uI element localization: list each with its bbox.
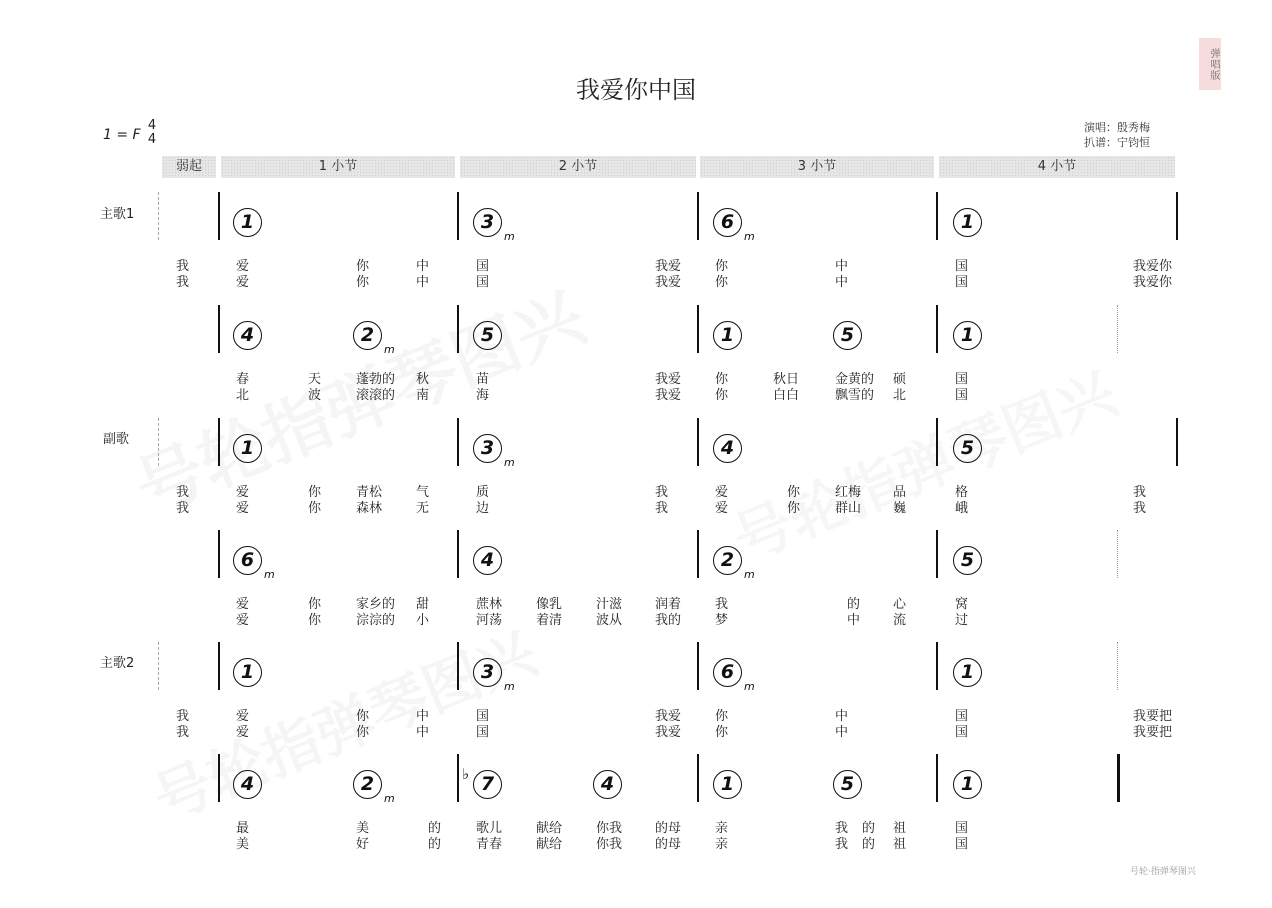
lyric-syllable: 国 — [476, 709, 490, 724]
chord-quality: m — [504, 680, 515, 693]
lyric-syllable: 爱 — [236, 501, 250, 516]
lyric-syllable: 中 — [416, 275, 430, 290]
chord-symbol — [233, 767, 262, 799]
chord-symbol — [713, 431, 742, 463]
lyric-syllable: 爱 — [236, 613, 250, 628]
lyric-syllable: 品 — [893, 485, 907, 500]
measure-header-1: 1 小节 — [221, 156, 455, 178]
singer-credit: 演唱：殷秀梅 — [1084, 121, 1150, 134]
chord-quality: m — [504, 230, 515, 243]
lyric-syllable: 你 — [356, 709, 370, 724]
chord-degree: 1 — [953, 208, 982, 237]
lyric-syllable: 我 — [835, 821, 849, 836]
chord-degree: 1 — [233, 658, 262, 687]
lyric-syllable: 格 — [955, 485, 969, 500]
lyric-syllable: 国 — [476, 725, 490, 740]
chord-symbol — [473, 431, 515, 478]
footer-mark: 号轮·指弹琴图兴 — [1130, 867, 1196, 877]
lyric-syllable: 我爱 — [655, 259, 682, 274]
chord-symbol — [953, 767, 982, 799]
lyric-syllable: 美 — [236, 837, 250, 852]
bar-line — [936, 642, 938, 690]
chord-degree: 4 — [713, 434, 742, 463]
lyric-syllable: 群山 — [835, 501, 862, 516]
lyric-syllable: 的 — [862, 821, 876, 836]
credits — [1084, 120, 1150, 150]
bar-line — [218, 642, 220, 690]
chord-symbol — [833, 318, 862, 350]
lyric-syllable: 滚滚的 — [356, 388, 396, 403]
lyric-syllable: 你 — [787, 501, 801, 516]
lyric-syllable: 你 — [715, 275, 729, 290]
lyric-syllable: 的母 — [655, 837, 682, 852]
lyric-syllable: 红梅 — [835, 485, 862, 500]
lyric-syllable: 波 — [308, 388, 322, 403]
bar-line — [697, 530, 699, 578]
lyric-syllable: 亲 — [715, 821, 729, 836]
section-marker — [158, 192, 159, 240]
lyric-syllable: 你 — [308, 501, 322, 516]
lyric-syllable: 我爱 — [655, 372, 682, 387]
lyric-syllable: 心 — [893, 597, 907, 612]
chord-degree: 5 — [833, 321, 862, 350]
chord-degree: 2 — [713, 546, 742, 575]
lyric-syllable: 质 — [476, 485, 490, 500]
lyric-syllable: 国 — [955, 709, 969, 724]
lyric-syllable: 祖 — [893, 821, 907, 836]
chord-symbol — [953, 205, 982, 237]
lyric-syllable: 你 — [715, 259, 729, 274]
chord-degree: 5 — [833, 770, 862, 799]
lyric-syllable: 南 — [416, 388, 430, 403]
lyric-syllable: 中 — [835, 709, 849, 724]
page-title: 我爱你中国 — [576, 76, 696, 104]
chord-degree: 3 — [473, 434, 502, 463]
lyric-syllable: 中 — [847, 613, 861, 628]
chord-degree: 5 — [473, 321, 502, 350]
lyric-syllable: 小 — [416, 613, 430, 628]
chord-symbol — [593, 767, 622, 799]
lyric-syllable: 中 — [835, 725, 849, 740]
lyric-syllable: 我 — [176, 275, 190, 290]
lyric-syllable: 你 — [308, 597, 322, 612]
lyric-syllable: 我 — [1133, 485, 1147, 500]
chord-symbol — [233, 655, 262, 687]
lyric-syllable: 气 — [416, 485, 430, 500]
chord-degree: 2 — [353, 770, 382, 799]
lyric-syllable: 像乳 — [536, 597, 563, 612]
chord-symbol — [953, 318, 982, 350]
lyric-syllable: 我 — [715, 597, 729, 612]
section-marker — [158, 642, 159, 690]
lyric-syllable: 我 — [1133, 501, 1147, 516]
lyric-syllable: 流 — [893, 613, 907, 628]
chord-degree: 1 — [233, 208, 262, 237]
chord-symbol — [353, 318, 395, 365]
lyric-syllable: 无 — [416, 501, 430, 516]
lyric-syllable: 国 — [955, 725, 969, 740]
bar-line — [457, 418, 459, 466]
chord-degree: 6 — [233, 546, 262, 575]
lyric-syllable: 苗 — [476, 372, 490, 387]
lyric-syllable: 爱 — [236, 725, 250, 740]
lyric-syllable: 爱 — [236, 259, 250, 274]
bar-line — [218, 305, 220, 353]
chord-symbol — [713, 543, 755, 590]
lyric-syllable: 你 — [308, 613, 322, 628]
bar-line — [218, 754, 220, 802]
lyric-syllable: 我 — [176, 259, 190, 274]
lyric-syllable: 歌儿 — [476, 821, 503, 836]
lyric-syllable: 你 — [356, 275, 370, 290]
lyric-syllable: 波从 — [596, 613, 623, 628]
lyric-syllable: 爱 — [715, 501, 729, 516]
chord-quality: m — [264, 568, 275, 581]
lyric-syllable: 汁滋 — [596, 597, 623, 612]
measure-header-2: 2 小节 — [460, 156, 696, 178]
chord-degree: 1 — [233, 434, 262, 463]
lyric-syllable: 巍 — [893, 501, 907, 516]
lyric-syllable: 我爱 — [655, 709, 682, 724]
bar-line — [697, 754, 699, 802]
lyric-syllable: 白白 — [773, 388, 800, 403]
bar-line — [1117, 754, 1120, 802]
bar-line — [697, 642, 699, 690]
lyric-syllable: 秋 — [416, 372, 430, 387]
chord-degree: 4 — [593, 770, 622, 799]
lyric-syllable: 你 — [715, 709, 729, 724]
lyric-syllable: 中 — [835, 259, 849, 274]
chord-symbol — [713, 767, 742, 799]
bar-line — [936, 754, 938, 802]
bar-line — [218, 530, 220, 578]
lyric-syllable: 你 — [356, 725, 370, 740]
lyric-syllable: 你 — [715, 388, 729, 403]
section-label-verse2: 主歌2 — [100, 656, 135, 671]
lyric-syllable: 我爱 — [655, 275, 682, 290]
lyric-syllable: 我 — [835, 837, 849, 852]
chord-degree: 4 — [233, 770, 262, 799]
chord-symbol — [473, 543, 502, 575]
bar-line — [697, 192, 699, 240]
chord-symbol — [953, 655, 982, 687]
bar-line — [218, 418, 220, 466]
time-signature — [146, 119, 158, 147]
lyric-syllable: 窝 — [955, 597, 969, 612]
chord-symbol — [953, 543, 982, 575]
lyric-syllable: 的 — [428, 821, 442, 836]
lyric-syllable: 北 — [893, 388, 907, 403]
lyric-syllable: 家乡的 — [356, 597, 396, 612]
measure-header-4: 4 小节 — [939, 156, 1175, 178]
lyric-syllable: 你我 — [596, 821, 623, 836]
chord-degree: 1 — [953, 770, 982, 799]
bar-line — [936, 418, 938, 466]
chord-symbol — [473, 205, 515, 252]
lyric-syllable: 我爱 — [655, 725, 682, 740]
bar-line — [218, 192, 220, 240]
chord-degree: 1 — [713, 770, 742, 799]
chord-degree: 3 — [473, 208, 502, 237]
bar-line — [457, 192, 459, 240]
lyric-syllable: 你 — [787, 485, 801, 500]
lyric-syllable: 边 — [476, 501, 490, 516]
lyric-syllable: 我的 — [655, 613, 682, 628]
chord-degree: 1 — [953, 321, 982, 350]
chord-degree: 5 — [953, 434, 982, 463]
lyric-syllable: 飘雪的 — [835, 388, 875, 403]
chord-symbol — [713, 205, 755, 252]
bar-line — [457, 530, 459, 578]
lyric-syllable: 青春 — [476, 837, 503, 852]
bar-line — [936, 530, 938, 578]
lyric-syllable: 我 — [176, 725, 190, 740]
lyric-syllable: 我爱你 — [1133, 275, 1173, 290]
chord-degree: 7 — [473, 770, 502, 799]
lyric-syllable: 海 — [476, 388, 490, 403]
chord-quality: m — [384, 792, 395, 805]
lyric-syllable: 祖 — [893, 837, 907, 852]
lyric-syllable: 中 — [835, 275, 849, 290]
lyric-syllable: 国 — [955, 821, 969, 836]
lyric-syllable: 好 — [356, 837, 370, 852]
bar-line — [1176, 418, 1178, 466]
lyric-syllable: 的 — [428, 837, 442, 852]
bar-line — [457, 754, 459, 802]
chord-symbol — [953, 431, 982, 463]
measure-header-3: 3 小节 — [700, 156, 934, 178]
lyric-syllable: 淙淙的 — [356, 613, 396, 628]
bar-line — [1117, 642, 1118, 690]
lyric-syllable: 青松 — [356, 485, 383, 500]
arranger-credit: 扒谱：宁钧恒 — [1084, 136, 1150, 149]
bar-line — [697, 305, 699, 353]
lyric-syllable: 中 — [416, 709, 430, 724]
meter-bottom: 4 — [147, 132, 157, 147]
lyric-syllable: 的母 — [655, 821, 682, 836]
chord-degree: 6 — [713, 208, 742, 237]
chord-quality: m — [384, 343, 395, 356]
lyric-syllable: 天 — [308, 372, 322, 387]
lyric-syllable: 着清 — [536, 613, 563, 628]
lyric-syllable: 甜 — [416, 597, 430, 612]
lyric-syllable: 爱 — [236, 597, 250, 612]
lyric-syllable: 爱 — [236, 485, 250, 500]
chord-symbol — [473, 655, 515, 702]
lyric-syllable: 国 — [476, 259, 490, 274]
bar-line — [1117, 305, 1118, 353]
chord-degree: 1 — [713, 321, 742, 350]
lyric-syllable: 爱 — [715, 485, 729, 500]
measure-header-pickup: 弱起 — [162, 156, 216, 178]
lyric-syllable: 我爱你 — [1133, 259, 1173, 274]
chord-symbol — [473, 318, 502, 350]
lyric-syllable: 国 — [955, 388, 969, 403]
chord-degree: 2 — [353, 321, 382, 350]
lyric-syllable: 森林 — [356, 501, 383, 516]
chord-degree: 6 — [713, 658, 742, 687]
lyric-syllable: 爱 — [236, 709, 250, 724]
section-label-chorus: 副歌 — [103, 432, 130, 447]
chord-quality: m — [744, 568, 755, 581]
chord-degree: 1 — [953, 658, 982, 687]
lyric-syllable: 梦 — [715, 613, 729, 628]
section-label-verse1: 主歌1 — [100, 207, 135, 222]
lyric-syllable: 国 — [955, 275, 969, 290]
chord-symbol — [713, 655, 755, 702]
lyric-syllable: 我要把 — [1133, 725, 1173, 740]
bar-line — [936, 192, 938, 240]
lyric-syllable: 我 — [655, 501, 669, 516]
lyric-syllable: 中 — [416, 725, 430, 740]
lyric-syllable: 最 — [236, 821, 250, 836]
lyric-syllable: 你 — [308, 485, 322, 500]
lyric-syllable: 蔗林 — [476, 597, 503, 612]
chord-symbol — [233, 205, 262, 237]
bar-line — [697, 418, 699, 466]
chord-degree: 4 — [473, 546, 502, 575]
chord-symbol — [833, 767, 862, 799]
lyric-syllable: 你我 — [596, 837, 623, 852]
flat-sign: ♭ — [462, 765, 470, 783]
lyric-syllable: 献给 — [536, 821, 563, 836]
bar-line — [457, 305, 459, 353]
lyric-syllable: 硕 — [893, 372, 907, 387]
lyric-syllable: 国 — [955, 837, 969, 852]
key-signature: 1 = F — [103, 127, 141, 143]
chord-quality: m — [744, 230, 755, 243]
bar-line — [936, 305, 938, 353]
chord-symbol — [713, 318, 742, 350]
lyric-syllable: 献给 — [536, 837, 563, 852]
chord-symbol — [233, 318, 262, 350]
lyric-syllable: 爱 — [236, 275, 250, 290]
chord-quality: m — [504, 456, 515, 469]
chord-degree: 4 — [233, 321, 262, 350]
lyric-syllable: 的 — [847, 597, 861, 612]
lyric-syllable: 我 — [655, 485, 669, 500]
lyric-syllable: 金黄的 — [835, 372, 875, 387]
lyric-syllable: 国 — [955, 372, 969, 387]
lyric-syllable: 我 — [176, 485, 190, 500]
bar-line — [457, 642, 459, 690]
lyric-syllable: 我 — [176, 501, 190, 516]
lyric-syllable: 亲 — [715, 837, 729, 852]
bar-line — [1117, 530, 1118, 578]
lyric-syllable: 你 — [356, 259, 370, 274]
lyric-syllable: 我 — [176, 709, 190, 724]
chord-symbol — [233, 431, 262, 463]
lyric-syllable: 我要把 — [1133, 709, 1173, 724]
meter-top: 4 — [147, 118, 157, 133]
lyric-syllable: 你 — [715, 372, 729, 387]
bar-line — [1176, 192, 1178, 240]
chord-degree: 3 — [473, 658, 502, 687]
lyric-syllable: 春 — [236, 372, 250, 387]
lyric-syllable: 国 — [955, 259, 969, 274]
chord-symbol — [233, 543, 275, 590]
lyric-syllable: 美 — [356, 821, 370, 836]
lyric-syllable: 中 — [416, 259, 430, 274]
lyric-syllable: 我爱 — [655, 388, 682, 403]
lyric-syllable: 河荡 — [476, 613, 503, 628]
chord-degree: 5 — [953, 546, 982, 575]
lyric-syllable: 润着 — [655, 597, 682, 612]
lyric-syllable: 过 — [955, 613, 969, 628]
lyric-syllable: 北 — [236, 388, 250, 403]
lyric-syllable: 峨 — [955, 501, 969, 516]
lyric-syllable: 蓬勃的 — [356, 372, 396, 387]
lyric-syllable: 的 — [862, 837, 876, 852]
lyric-syllable: 国 — [476, 275, 490, 290]
chord-quality: m — [744, 680, 755, 693]
lyric-syllable: 秋日 — [773, 372, 800, 387]
chord-symbol — [462, 765, 502, 799]
chord-symbol — [353, 767, 395, 814]
version-badge: 弹唱版 — [1199, 38, 1221, 90]
lyric-syllable: 你 — [715, 725, 729, 740]
